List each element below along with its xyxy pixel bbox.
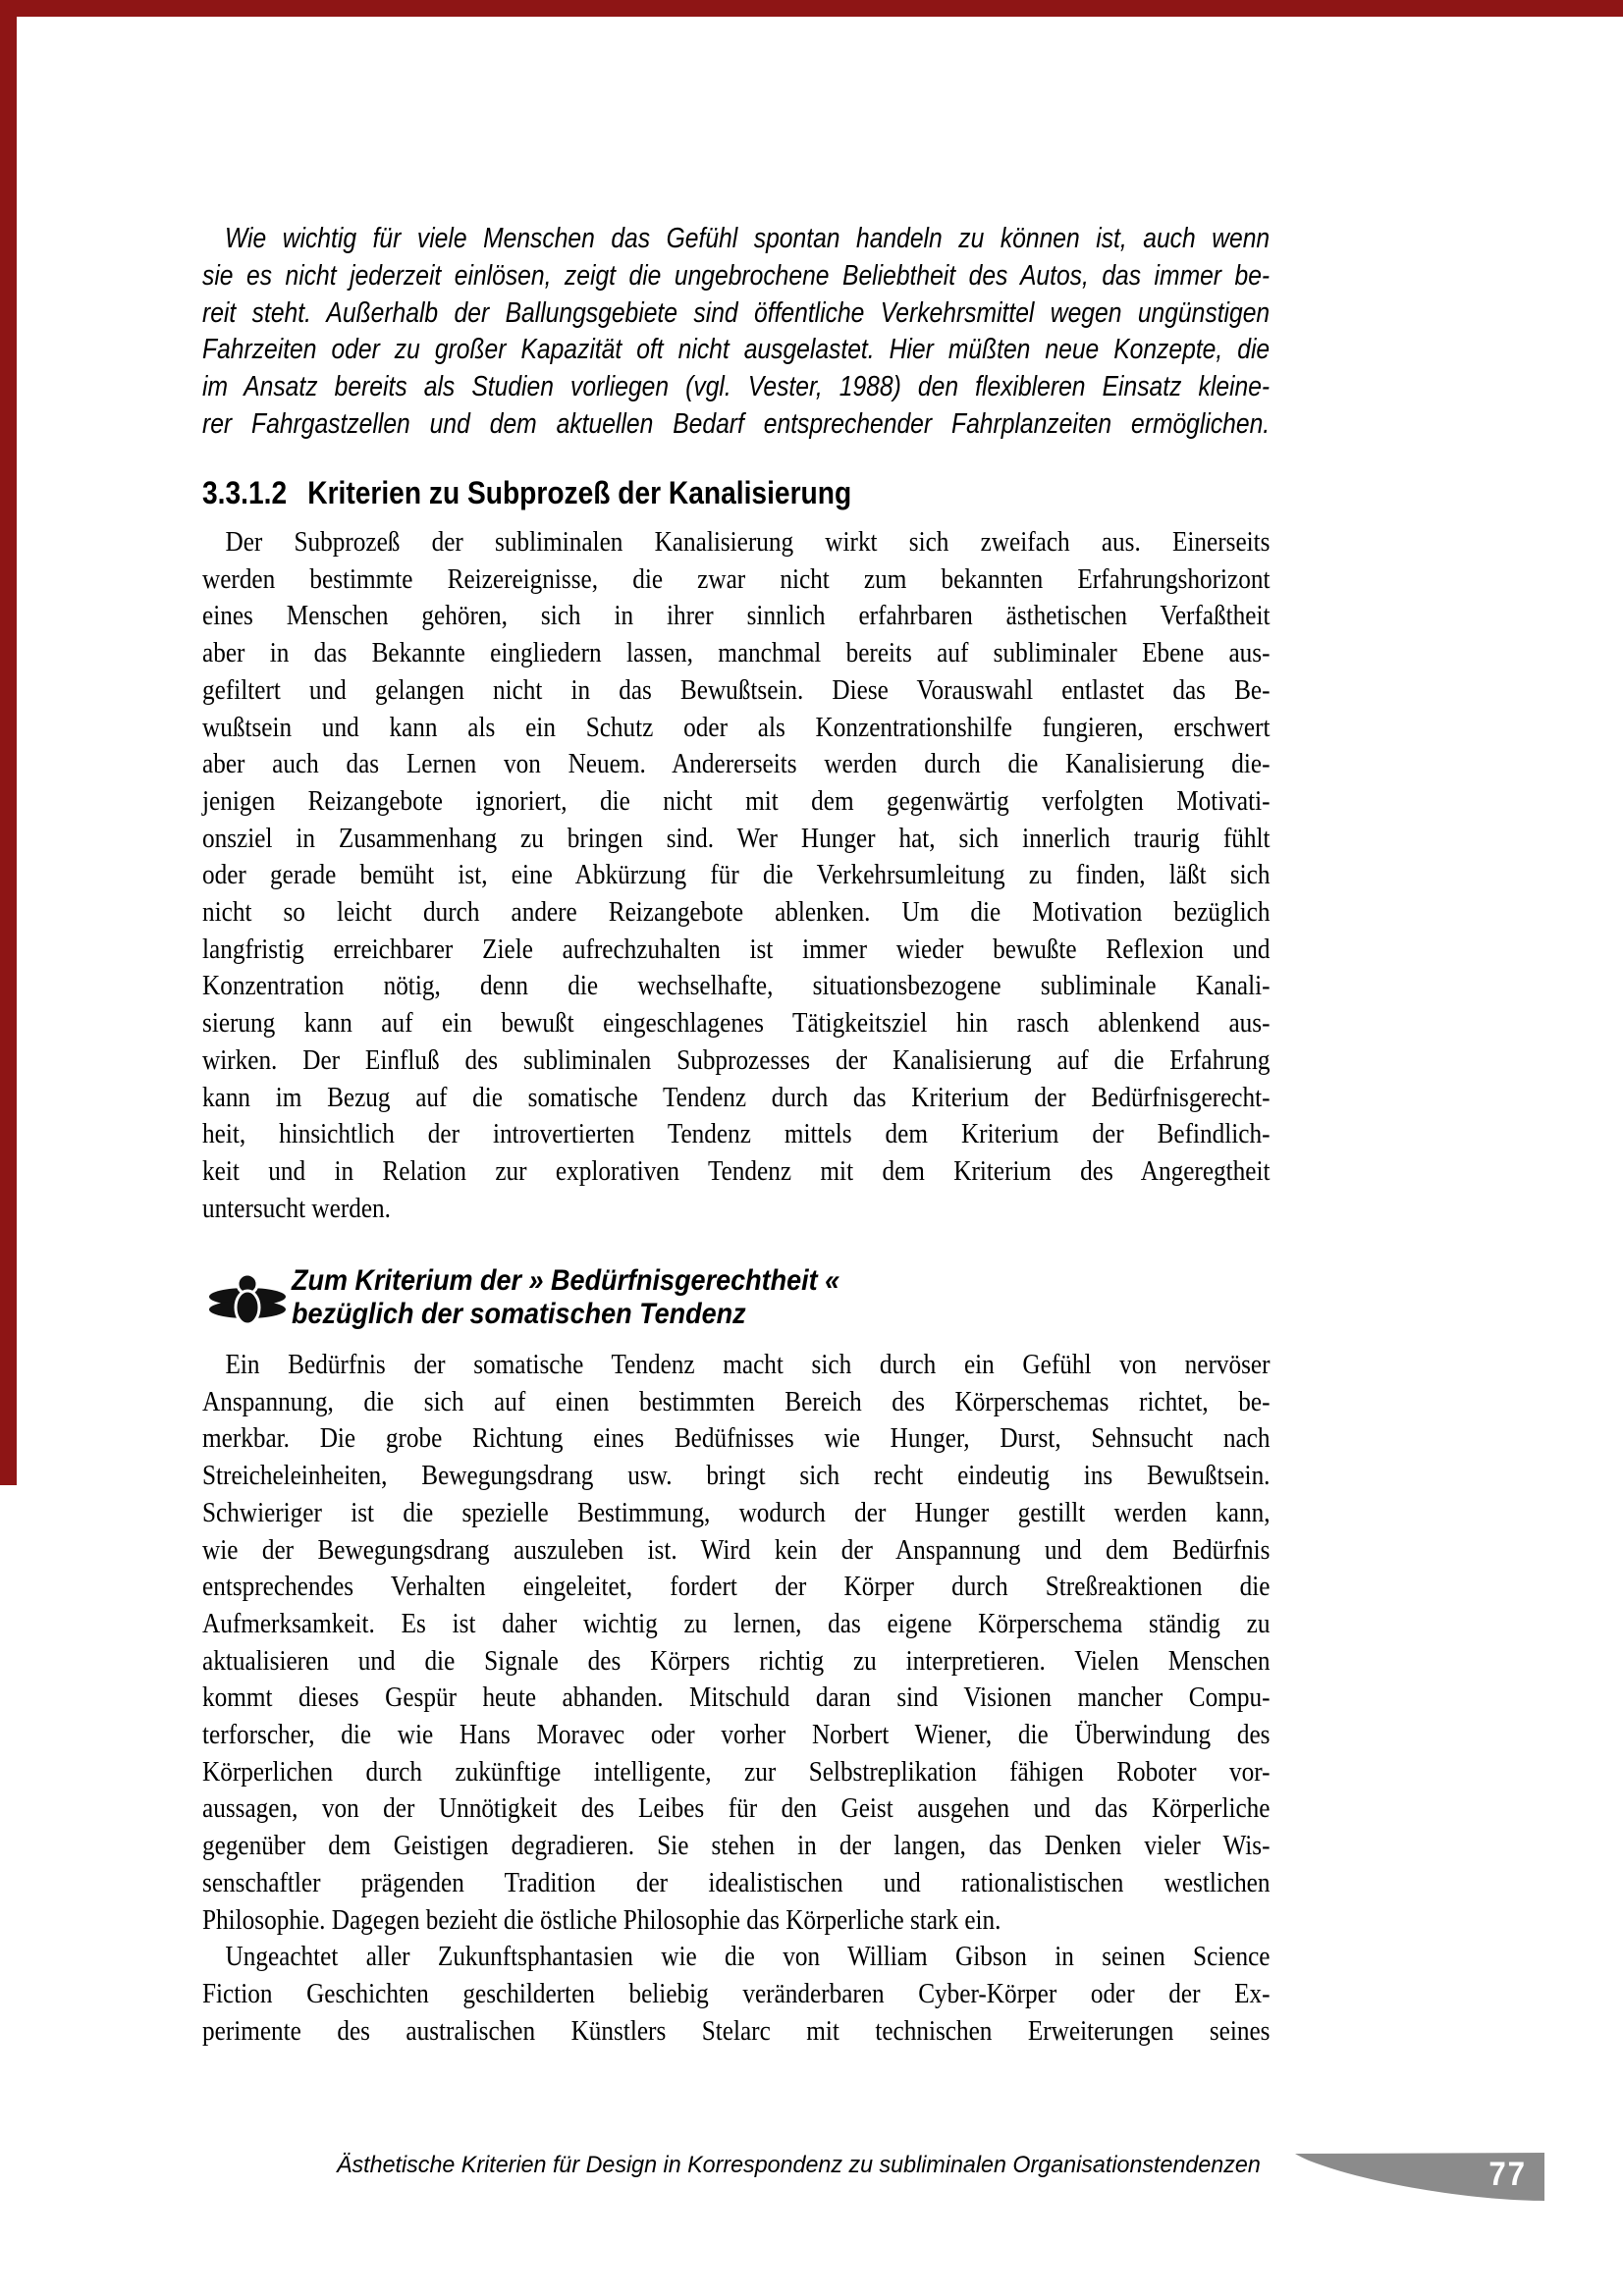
section-title: Kriterien zu Subprozeß der Kanalisierung bbox=[307, 475, 852, 510]
footer-running-title: Ästhetische Kriterien für Design in Korrespondenz zu subliminalen Organisationstendenzen bbox=[337, 2152, 1261, 2178]
body-paragraph-3: Ungeachtet aller Zukunftsphantasien wie die von William Gibson in seinen Science Fiction Geschichten geschilderten beliebig veränderbaren Cyber-Körper oder der Ex- perimente des australischen Künstlers Stelarc mit technischen Erweiterungen seines bbox=[202, 1941, 1271, 2047]
page-edge-top-bar bbox=[0, 0, 1623, 17]
criterion-heading bbox=[292, 1264, 1087, 1331]
body-paragraph-2: Ein Bedürfnis der somatische Tendenz macht sich durch ein Gefühl von nervöser Anspannung, die sich auf einen bestimmten Bereich des Körperschemas richtet, be- merkbar. Die grobe Richtung eines Bedüfnisses wie Hunger, Durst, Sehnsucht nach Streicheleinheiten, Bewegungsdrang usw. bringt sich recht eindeutig ins Bewußtsein. Schwieriger ist die spezielle Bestimmung, wodurch der Hunger gestillt werden kann, wie der Bewegungsdrang auszuleben ist. Wird kein der Anspannung und dem Bedürfnis entsprechendes Verhalten eingeleitet, fordert der Körper durch Streßreaktionen die Aufmerksamkeit. Es ist daher wichtig zu lernen, das eigene Körperschema ständig zu aktualisieren und die Signale des Körpers richtig zu interpretieren. Vielen Menschen kommt dieses Gespür heute abhanden. Mitschuld daran sind Visionen mancher Compu- terforscher, die wie Hans Moravec oder vorher Norbert Wiener, die Überwindung des Körperlichen durch zukünftige intelligente, zur Selbstreplikation fähigen Roboter vor- aussagen, von der Unnötigkeit des Leibes für den Geist ausgehen und das Körperliche gegenüber dem Geistigen degradieren. Sie stehen in der langen, das Denken vieler Wis- senschaftler prägenden Tradition der idealistischen und rationalistischen westlichen Philosophie. Dagegen bezieht die östliche Philosophie das Körperliche stark ein. bbox=[202, 1349, 1271, 1936]
body-paragraph-1: Der Subprozeß der subliminalen Kanalisierung wirkt sich zweifach aus. Einerseits werden bestimmte Reizereignisse, die zwar nicht zum bekannten Erfahrungshorizont eines Menschen gehören, sich in ihrer sinnlich erfahrbaren ästhetischen Verfaßtheit aber in das Bekannte eingliedern lassen, manchmal bereits auf subliminaler Ebene aus- gefiltert und gelangen nicht in das Bewußtsein. Diese Vorauswahl entlastet das Be- wußtsein und kann als ein Schutz oder als Konzentrationshilfe fungieren, erschwert aber auch das Lernen von Neuem. Andererseits werden durch die Kanalisierung die- jenigen Reizangebote ignoriert, die nicht mit dem gegenwärtig verfolgten Motivati- onsziel in Zusammenhang zu bringen sind. Wer Hunger hat, sich innerlich traurig fühlt oder gerade bemüht ist, eine Abkürzung für die Verkehrsumleitung zu finden, läßt sich nicht so leicht durch andere Reizangebote ablenken. Um die Motivation bezüglich langfristig erreichbarer Ziele aufrechzuhalten ist immer wieder bewußte Reflexion und Konzentration nötig, denn die wechselhafte, situationsbezogene subliminale Kanali- sierung kann auf ein bewußt eingeschlagenes Tätigkeitsziel hin rasch ablenkend aus- wirken. Der Einfluß des subliminalen Subprozesses der Kanalisierung auf die Erfahrung kann im Bezug auf die somatische Tendenz durch das Kriterium der Bedürfnisgerecht- heit, hinsichtlich der introvertierten Tendenz mittels dem Kriterium der Befindlich- keit und in Relation zur explorativen Tendenz mit dem Kriterium des Angeregtheit untersucht werden. bbox=[202, 526, 1271, 1224]
page-edge-left-bar bbox=[0, 0, 17, 1485]
section-heading bbox=[202, 475, 851, 511]
intro-paragraph: Wie wichtig für viele Menschen das Gefühl spontan handeln zu können ist, auch wenn sie es nicht jederzeit einlösen, zeigt die ungebrochene Beliebtheit des Autos, das immer be- reit steht. Außerhalb der Ballungsgebiete sind öffentliche Verkehrsmittel wegen ungünstigen Fahrzeiten oder zu großer Kapazität oft nicht ausgelastet. Hier müßten neue Konzepte, die im Ansatz bereits als Studien vorliegen (vgl. Vester, 1988) den flexibleren Einsatz kleine- rer Fahrgastzellen und dem aktuellen Bedarf entsprechender Fahrplanzeiten ermöglichen. bbox=[202, 223, 1271, 440]
page-number: 77 bbox=[1488, 2156, 1527, 2193]
criterion-heading-line2: bezüglich der somatischen Tendenz bbox=[292, 1298, 746, 1330]
section-number: 3.3.1.2 bbox=[202, 475, 288, 510]
page-number-swoosh bbox=[1295, 2153, 1544, 2201]
criterion-heading-line1: Zum Kriterium der » Bedürfnisgerechtheit « bbox=[292, 1264, 840, 1297]
person-silhouette-lens-icon bbox=[208, 1272, 287, 1332]
body-text-lower bbox=[202, 1347, 1271, 2050]
